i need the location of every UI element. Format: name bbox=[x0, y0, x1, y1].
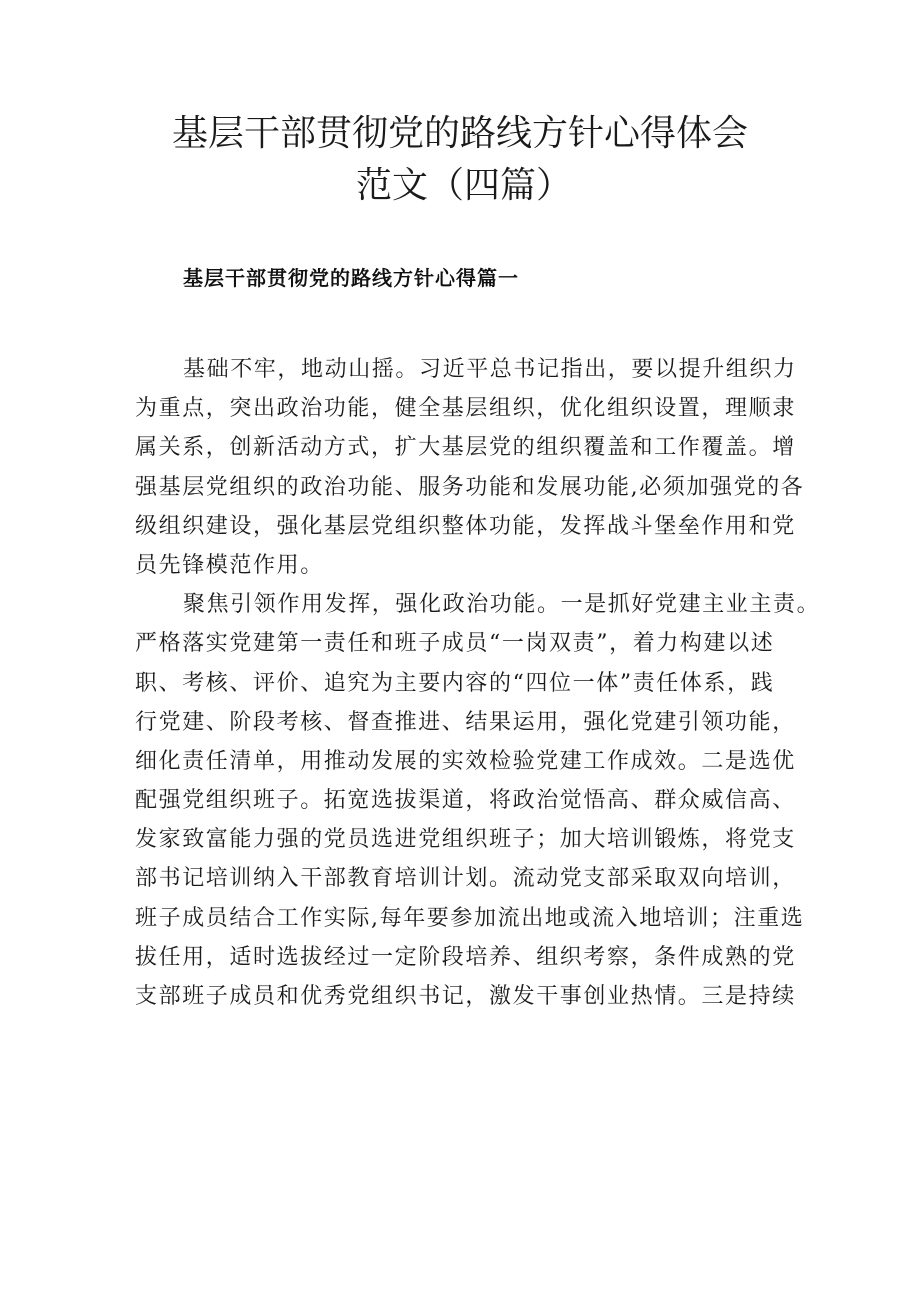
title-line-2: 范文（四篇） bbox=[355, 165, 572, 206]
paragraph-line: 聚焦引领作用发挥，强化政治功能。一是抓好党建主业主责。 bbox=[183, 592, 821, 618]
paragraph-line: 行党建、阶段考核、督查推进、结果运用，强化党建引领功能， bbox=[135, 709, 796, 735]
paragraph-line: 细化责任清单，用推动发展的实效检验党建工作成效。二是选优 bbox=[135, 748, 796, 774]
paragraph-line: 严格落实党建第一责任和班子成员“一岗双责”，着力构建以述 bbox=[135, 631, 775, 657]
paragraph-line: 班子成员结合工作实际,每年要参加流出地或流入地培训；注重选 bbox=[135, 905, 805, 931]
paragraph-line: 级组织建设，强化基层党组织整体功能，发挥战斗堡垒作用和党 bbox=[135, 513, 796, 539]
paragraph-2 bbox=[135, 585, 821, 1016]
paragraph-1 bbox=[135, 350, 815, 585]
title-line-1: 基层干部贯彻党的路线方针心得体会 bbox=[171, 113, 748, 154]
paragraph-line: 员先锋模范作用。 bbox=[135, 552, 324, 578]
paragraph-line: 强基层党组织的政治功能、服务功能和发展功能,必须加强党的各 bbox=[135, 474, 805, 500]
paragraph-line: 发家致富能力强的党员选进党组织班子；加大培训锻炼，将党支 bbox=[135, 827, 796, 853]
paragraph-line: 部书记培训纳入干部教育培训计划。流动党支部采取双向培训， bbox=[135, 866, 796, 892]
section-heading: 基层干部贯彻党的路线方针心得篇一 bbox=[183, 266, 519, 290]
paragraph-line: 为重点，突出政治功能，健全基层组织，优化组织设置，理顺隶 bbox=[135, 396, 796, 422]
paragraph-line: 职、考核、评价、追究为主要内容的“四位一体”责任体系，践 bbox=[135, 670, 775, 696]
paragraph-line: 拔任用，适时选拔经过一定阶段培养、组织考察，条件成熟的党 bbox=[135, 944, 796, 970]
paragraph-line: 基础不牢，地动山摇。习近平总书记指出，要以提升组织力 bbox=[183, 357, 797, 382]
body-text bbox=[135, 350, 821, 1016]
document-title bbox=[0, 108, 920, 212]
paragraph-line: 支部班子成员和优秀党组织书记，激发干事创业热情。三是持续 bbox=[135, 984, 796, 1009]
paragraph-line: 属关系，创新活动方式，扩大基层党的组织覆盖和工作覆盖。增 bbox=[135, 435, 796, 461]
paragraph-line: 配强党组织班子。拓宽选拔渠道，将政治觉悟高、群众威信高、 bbox=[135, 788, 796, 814]
